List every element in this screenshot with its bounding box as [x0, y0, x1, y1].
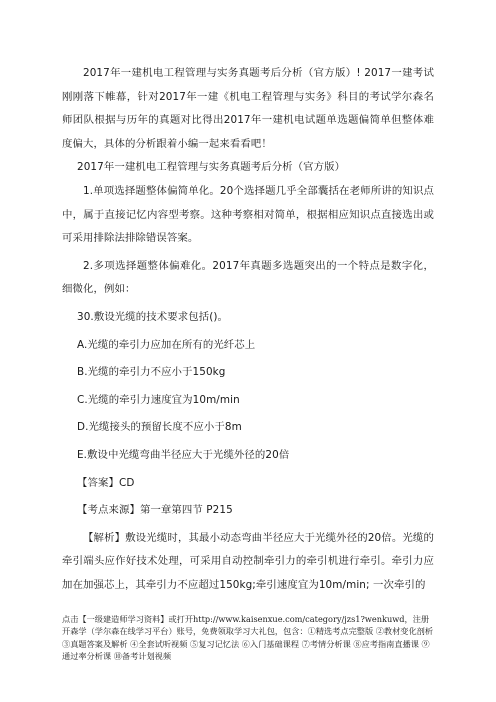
- option-c: C.光缆的牵引力速度宜为10m/min: [77, 393, 240, 406]
- option-b: B.光缆的牵引力不应小于150kg: [77, 366, 226, 379]
- intro-paragraph: 2017年一建机电工程管理与实务真题考后分析（官方版）! 2017一建考试刚刚落下帷幕，针对2017年一建《机电工程管理与实务》科目的考试学尔森名师团队根据与历年的真题对比得出2017年一建机电试题单选题偏简单但整体难度偏大，具体的分析跟着小编一起来看看吧！: [62, 67, 434, 150]
- footer-promo[interactable]: 点击【一级建造师学习资料】或打开http://www.kaisenxue.com/category/jzs1?wenkuwd，注册开森学（学尔森在线学习平台）账号，免费领取学习大礼包，包含：①精选考点完整版 ②教材变化剖析 ③真题答案及解析 ④全套试听视频 ⑤复习记忆法 ⑥入门基础课程 ⑦考情分析课 ⑧应考指南直播课 ⑨通过率分析课 ⑩备考计划视频: [62, 614, 434, 662]
- source-line: 【考点来源】第一章第四节 P215: [77, 504, 233, 517]
- document-body: [62, 62, 434, 597]
- point-1-paragraph: 1.单项选择题整体偏简单化。20个选择题几乎全部囊括在老师所讲的知识点中，属于直接记忆内容型考察。这种考察相对简单，根据相应知识点直接选出或可采用排除法排除错误答案。: [62, 184, 434, 245]
- option-e: E.敷设中光缆弯曲半径应大于光缆外径的20倍: [77, 448, 290, 461]
- heading-line: 2017年一建机电工程管理与实务真题考后分析（官方版）: [77, 161, 346, 174]
- point-2-paragraph: 2.多项选择题整体偏难化。2017年真题多选题突出的一个特点是数字化，细微化，例如：: [62, 259, 434, 296]
- option-d: D.光缆接头的预留长度不应小于8m: [77, 421, 242, 434]
- answer-line: 【答案】CD: [77, 476, 135, 489]
- question-line: 30.敷设光缆的技术要求包括()。: [77, 310, 229, 323]
- analysis-paragraph: 【解析】敷设光缆时，其最小动态弯曲半径应大于光缆外径的20倍。光缆的牵引端头应作好技术处理，可采用自动控制牵引力的牵引机进行牵引。牵引力应加在加强芯上，其牵引力不应超过150kg;牵引速度宜为10m/min; 一次牵引的: [62, 531, 434, 591]
- option-a: A.光缆的牵引力应加在所有的光纤芯上: [77, 338, 256, 351]
